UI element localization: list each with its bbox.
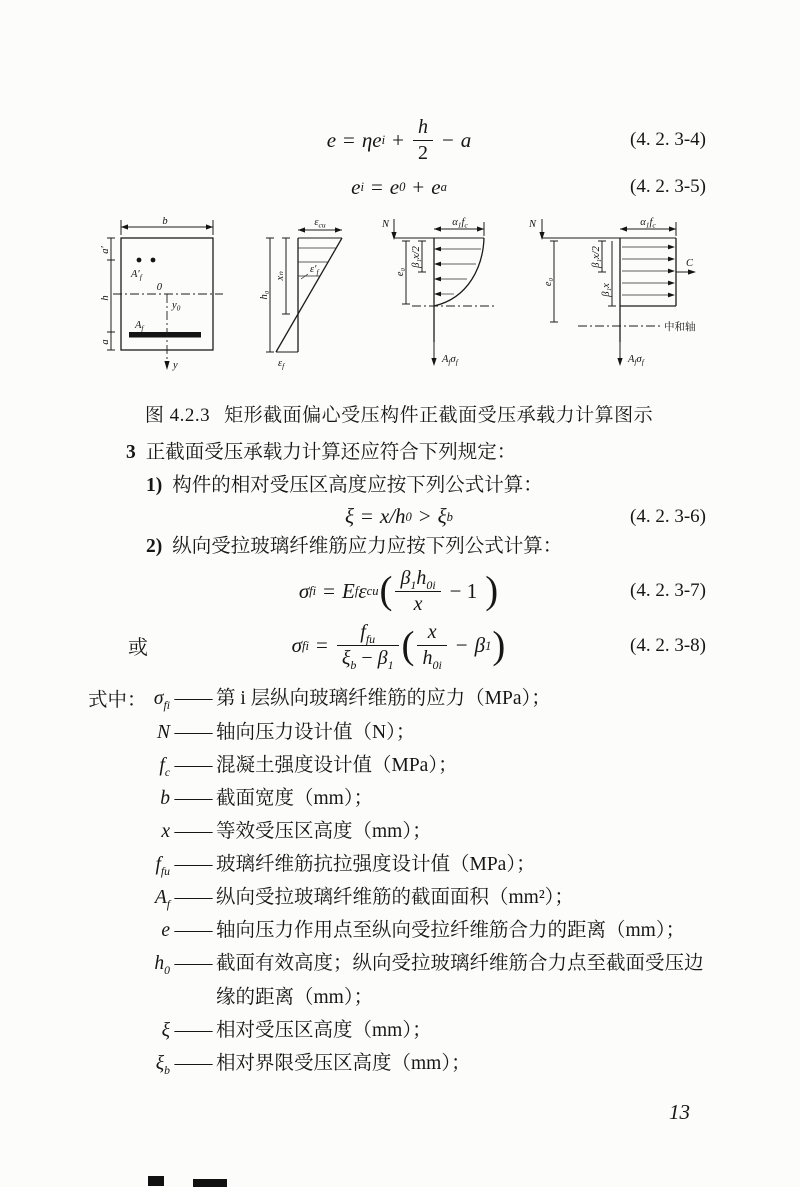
definition-row [88,1014,710,1047]
var-e: e [351,174,361,199]
fraction-ffu [337,621,399,673]
var-xi: ξ [345,504,355,529]
description: 相对受压区高度（mm）； [216,1019,432,1041]
label-b: b [162,215,168,227]
symbol: x [161,820,170,842]
pointer-line [301,274,308,279]
compression-bars [137,257,156,262]
figure-panel-strain [258,214,358,376]
var-beta: β [377,647,388,670]
equation-4-2-3-5 [88,175,710,200]
minus-sign: − [361,647,373,670]
N-arrow [391,219,396,240]
symbol: $\sigma_{fi}$ [153,688,170,713]
dash: —— [174,953,212,975]
label-Af-sigma-f: $A_f\sigma_f$ [628,353,644,367]
label-epsilon-f-prime: $\varepsilon'_f$ [310,263,319,277]
var-xi-b: ξ [437,504,447,529]
minus-one: − 1 [449,578,478,603]
description: 相对界限受压区高度（mm）； [216,1052,471,1074]
var-ea: e [431,174,441,199]
description: 纵向受拉玻璃纤维筋的截面面积（mm²）； [216,887,574,909]
var-beta: β [474,633,486,658]
label-origin: 0 [156,281,162,293]
label-Af-sigma-f: $A_f\sigma_f$ [442,353,458,367]
definition-row [88,716,710,749]
label-neutral-axis: 中和轴 [664,321,696,333]
clause-3-text: 正截面受压承载力计算还应符合下列规定： [145,441,517,463]
label-a: a [100,339,111,345]
equation-body: σ fi = $\frac{f_{fu}}{\xi_b - \beta_1}$ ( $\frac{x}{h_{0i}}$ − β 1 ) [291,621,506,673]
var-a: a [460,127,472,152]
equation-number: (4. 2. 3-5) [630,176,706,198]
label-e0: e₀ [543,277,554,287]
label-C: C [686,257,694,269]
description: 轴向压力设计值（N）； [216,721,416,743]
dash: —— [174,854,212,876]
equals-sign: = [361,504,373,529]
definition-row [88,1047,710,1080]
label-e0: e₀ [395,267,406,277]
equation-number: (4. 2. 3-6) [630,505,706,527]
label-xn: xₙ [275,271,286,281]
label-h: h [100,295,111,301]
Af-sigma-f-arrow [431,342,436,366]
sub-b: b [350,658,357,673]
description: 混凝土强度设计值（MPa）； [216,754,458,776]
var-eta-ei: ηe [361,127,382,152]
Af-sigma-f-arrow [617,342,622,366]
dash: —— [174,688,212,710]
parabolic-stress-curve [434,238,484,306]
equals-sign: = [323,578,336,603]
plus-sign: + [412,174,425,199]
var-h: h [416,566,427,589]
var-f: f [360,621,366,644]
symbol: $f_c$ [159,754,170,779]
var-x-over-h0: x/h [379,504,406,529]
var-x: x [413,592,423,615]
equation-number: (4. 2. 3-8) [630,634,706,656]
label-y-axis: y [173,359,178,371]
label-alpha1fc: $\alpha_1f_c$ [640,216,656,230]
definition-row [88,848,710,881]
figure-panel-cross-section [99,214,244,376]
equation-4-2-3-6 [88,504,710,529]
description: 截面宽度（mm）； [216,787,374,809]
label-N: N [528,218,536,230]
description: 等效受压区高度（mm）； [216,820,432,842]
equation-body: ξ = x/h 0 > ξ b [345,504,453,529]
symbol-definitions [88,682,710,1080]
symbol: b [160,787,170,809]
definition-row [88,881,710,914]
equation-4-2-3-7 [88,567,710,616]
var-xi: ξ [341,647,351,670]
equation-4-2-3-4 [88,116,710,165]
equation-body: σ fi = E f ε cu ( $\frac{\beta_1h_{0i}}{x}$ − 1 ) [298,566,499,615]
den-2: 2 [417,141,428,164]
or-label: 或 [128,637,148,660]
tension-bar [129,332,201,338]
definition-row [88,749,710,782]
sub-1: 1 [410,577,417,592]
figure-caption-text: 矩形截面偏心受压构件正截面受压承载力计算图示 [224,404,654,426]
description: 第 i 层纵向玻璃纤维筋的应力（MPa）； [216,688,551,710]
clause-3-2 [88,531,710,563]
clause-3-2-number: 2) [146,536,163,558]
minus-sign: − [455,633,468,658]
equals-sign: = [370,174,383,199]
label-alpha1fc: $\alpha_1f_c$ [452,216,468,230]
label-beta1x-over-2: β₁x/2 [411,246,422,268]
figure-4-2-3 [88,214,710,376]
equation-number: (4. 2. 3-4) [630,129,706,151]
description: 截面有效高度；纵向受拉玻璃纤维筋合力点至截面受压边缘的距离（mm）； [216,953,704,1008]
stress-arrows [434,246,481,296]
equation-4-2-3-8 [88,621,710,673]
sub-0i: 0i [432,658,442,673]
symbol: N [156,721,170,743]
description: 轴向压力作用点至纵向受拉纤维筋合力的距离（mm）； [216,920,686,942]
dash: —— [174,820,212,842]
sub-1: 1 [387,658,394,673]
stress-arrows [622,244,675,297]
scan-artifact [193,1179,227,1187]
dash: —— [174,887,212,909]
fraction-beta1h0i-x [395,567,440,616]
figure-caption [88,400,710,427]
dash: —— [174,787,212,809]
definition-row [88,947,710,1013]
var-beta: β [400,566,411,589]
clause-3-1 [88,470,710,502]
dash: —— [174,920,212,942]
symbol: $\xi_b$ [155,1052,170,1077]
dash: —— [174,1052,212,1074]
figure-panel-stress-rectangular [514,214,699,376]
equation-body: e = ηe i + $\frac{h}{2}$ − a [326,116,472,164]
label-Af-prime: $A'_f$ [131,268,142,282]
var-sigma: σ [291,633,303,658]
var-e: e [326,127,337,152]
dash: —— [174,1019,212,1041]
symbol: $A_f$ [154,887,170,912]
var-x: x [427,621,437,644]
sub-0i: 0i [426,577,436,592]
equals-sign: = [343,127,355,152]
definition-row [88,782,710,815]
label-a-prime: a′ [100,246,111,254]
var-h: h [417,116,428,138]
equation-body: e i = e 0 + e a [351,174,447,199]
var-epsilon: ε [358,578,367,603]
fraction-h-2 [413,116,433,165]
label-epsilon-cu: $\varepsilon_{cu}$ [314,216,326,230]
dash: —— [174,754,212,776]
sub-fu: fu [365,632,376,647]
clause-3-1-number: 1) [146,475,163,497]
description: 玻璃纤维筋抗拉强度设计值（MPa）； [216,854,536,876]
label-N: N [381,218,389,230]
clause-3-2-text: 纵向受拉玻璃纤维筋应力应按下列公式计算： [172,536,563,558]
greater-than-sign: > [418,504,431,529]
var-E: E [342,578,355,603]
symbol: $h_0$ [154,953,170,978]
definition-row [88,815,710,848]
clause-3-number: 3 [126,441,136,463]
equation-number: (4. 2. 3-7) [630,580,706,602]
scan-artifact [148,1176,164,1186]
fraction-x-h0i [417,621,446,673]
label-h0: h₀ [259,290,270,300]
dash: —— [174,721,212,743]
figure-panel-stress-curved [372,214,500,376]
where-label: 式中： [88,690,147,712]
figure-caption-number: 图 4.2.3 [144,404,211,426]
var-sigma: σ [298,578,310,603]
var-e0: e [389,174,400,199]
symbol: $f_{fu}$ [155,854,170,878]
label-y0: $y_0$ [172,299,181,313]
rect-stress-block [620,238,676,306]
plus-sign: + [392,127,404,152]
page-number: 13 [669,1100,690,1124]
label-beta1x-over-2: β₁x/2 [591,246,602,268]
label-Af: $A_f$ [135,319,144,333]
label-beta1x: β₁x [601,283,612,297]
clause-3-1-text: 构件的相对受压区高度应按下列公式计算： [172,475,543,497]
clause-3 [88,437,710,469]
minus-sign: − [441,127,454,152]
symbol: e [161,920,170,942]
N-arrow [539,219,544,240]
label-epsilon-f: $\varepsilon_f$ [278,357,285,371]
definition-row [88,682,710,715]
equals-sign: = [316,633,328,658]
var-h: h [422,647,433,670]
symbol: ξ [161,1019,170,1041]
resultant-C-arrow [676,269,696,274]
definition-row [88,914,710,947]
